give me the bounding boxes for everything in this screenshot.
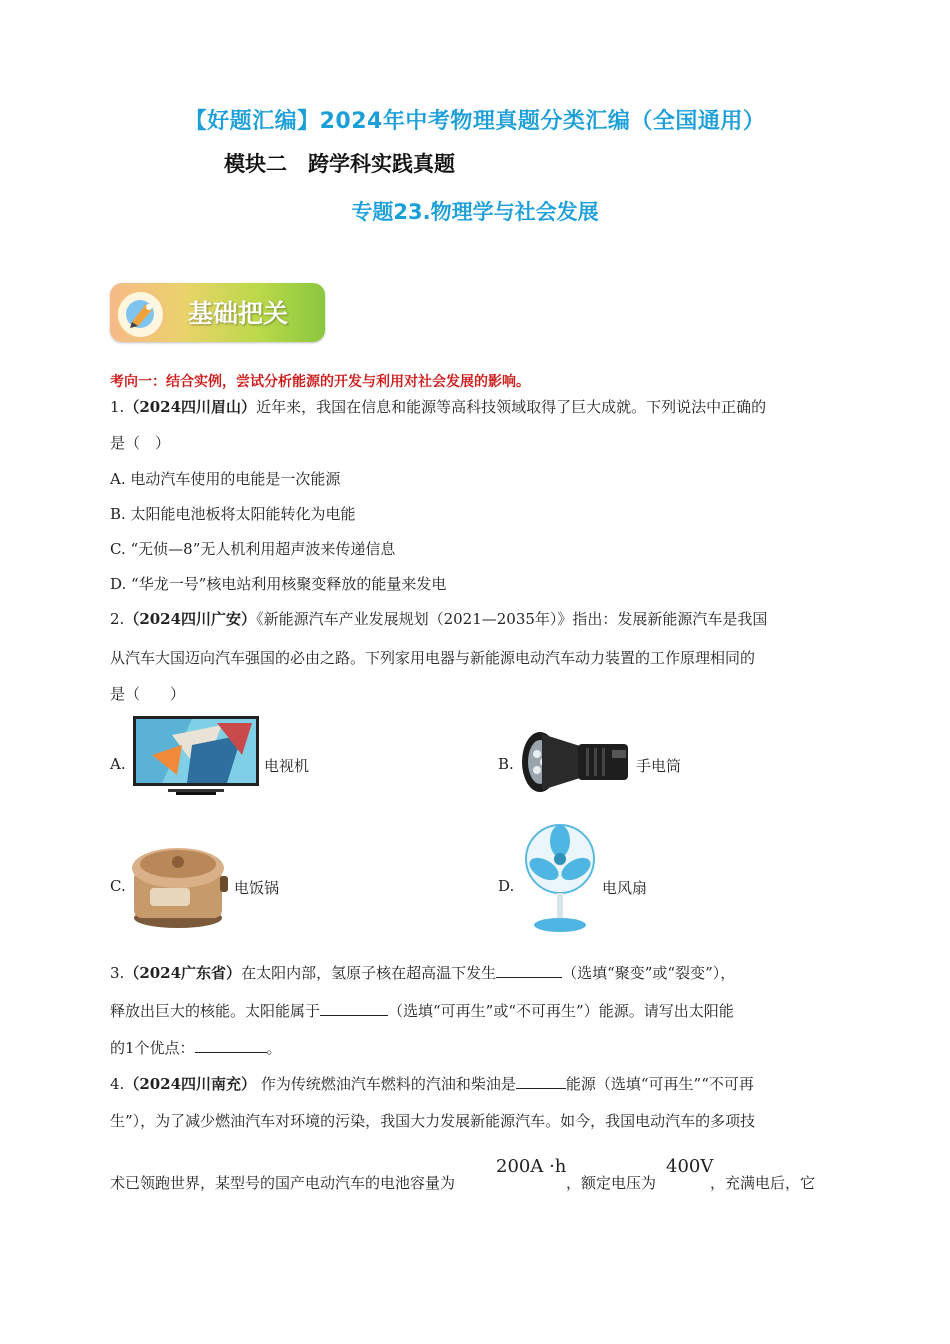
flashlight-image	[520, 728, 632, 796]
q3-blank-3[interactable]	[195, 1038, 267, 1053]
q2-option-a-label: 电视机	[264, 757, 310, 775]
q4-capacity-value: 200A ·h	[496, 1156, 567, 1177]
q2-option-b-letter: B.	[498, 755, 514, 773]
q3-blank-1[interactable]	[496, 963, 562, 978]
q4-blank-1[interactable]	[516, 1074, 566, 1089]
q2-line3: 是（ ）	[110, 685, 186, 703]
q4-voltage-value: 400V	[666, 1156, 714, 1177]
q1-line2: 是（ ）	[110, 434, 171, 452]
badge-label: 基础把关	[188, 299, 289, 328]
topic-title: 专题23.物理学与社会发展	[351, 200, 599, 224]
rice-cooker-image	[128, 840, 232, 932]
q1-option-c: C. “无侦—8”无人机利用超声波来传递信息	[110, 540, 396, 558]
q1-line1: 1.（2024四川眉山）近年来，我国在信息和能源等高科技领域取得了巨大成就。下列说法中正确的	[110, 398, 767, 416]
doc-title: 【好题汇编】2024年中考物理真题分类汇编（全国通用）	[184, 109, 766, 134]
q4-source: （2024四川南充）	[124, 1075, 257, 1093]
q2-line2: 从汽车大国迈向汽车强国的必由之路。下列家用电器与新能源电动汽车动力装置的工作原理相同的	[110, 649, 756, 667]
q2-option-a-letter: A.	[110, 755, 126, 773]
q3-line1: 3.（2024广东省）在太阳内部，氢原子核在超高温下发生 （选填“聚变”或“裂变”），	[110, 964, 736, 982]
section-badge	[110, 283, 325, 342]
q2-option-d-letter: D.	[498, 877, 515, 895]
q2-line1: 2.（2024四川广安）《新能源汽车产业发展规划（2021—2035年）》指出：发展新能源汽车是我国	[110, 610, 768, 628]
q1-option-a: A. 电动汽车使用的电能是一次能源	[110, 470, 341, 488]
q1-option-d: D. “华龙一号”核电站利用核聚变释放的能量来发电	[110, 575, 447, 593]
q2-source: （2024四川广安）	[124, 610, 257, 628]
tv-image	[132, 715, 260, 797]
q4-line3-mid: ，额定电压为	[566, 1174, 657, 1192]
q3-line3: 的1个优点： 。	[110, 1039, 282, 1057]
module-title: 模块二 跨学科实践真题	[224, 152, 455, 176]
q4-line3: 术已领跑世界，某型号的国产电动汽车的电池容量为	[110, 1174, 456, 1192]
q2-option-d-label: 电风扇	[602, 879, 648, 897]
q3-blank-2[interactable]	[320, 1001, 388, 1016]
q2-option-c-label: 电饭锅	[234, 879, 280, 897]
q2-option-b-label: 手电筒	[636, 757, 682, 775]
direction-heading: 考向一：结合实例，尝试分析能源的开发与利用对社会发展的影响。	[110, 374, 530, 390]
pen-icon	[116, 290, 165, 339]
q4-line3-end: ，充满电后，它	[710, 1174, 816, 1192]
q4-line1: 4.（2024四川南充） 作为传统燃油汽车燃料的汽油和柴油是 能源（选填“可再生”“不可再	[110, 1075, 754, 1093]
q4-line2: 生”），为了减少燃油汽车对环境的污染，我国大力发展新能源汽车。如今，我国电动汽车的多项技	[110, 1112, 756, 1130]
q3-source: （2024广东省）	[124, 964, 242, 982]
q1-option-b: B. 太阳能电池板将太阳能转化为电能	[110, 505, 356, 523]
q3-line2: 释放出巨大的核能。太阳能属于 （选填“可再生”或“不可再生”）能源。请写出太阳能	[110, 1002, 734, 1020]
q2-option-c-letter: C.	[110, 877, 126, 895]
fan-image	[522, 823, 598, 935]
q1-source: （2024四川眉山）	[124, 398, 257, 416]
